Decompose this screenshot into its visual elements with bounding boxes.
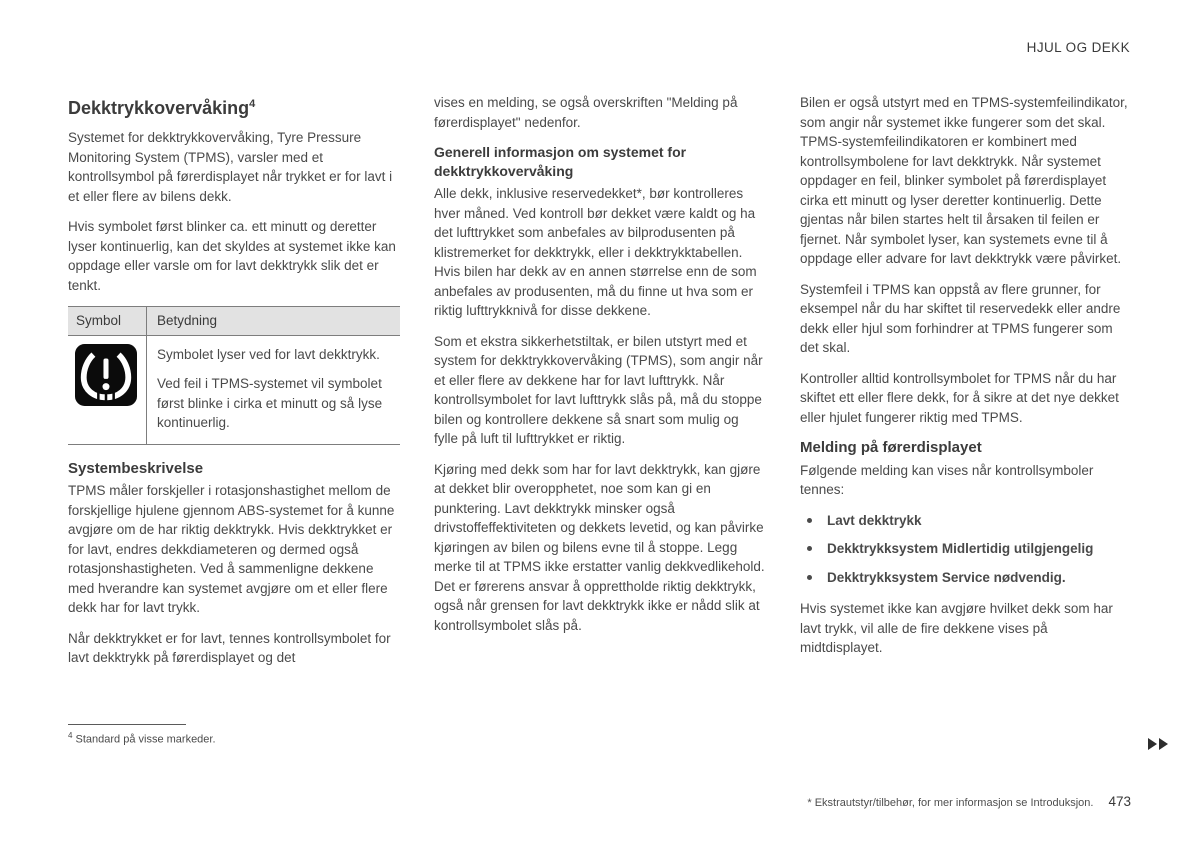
paragraph: Kjøring med dekk som har for lavt dekktrykk, kan gjøre at dekket blir overopphetet, noe som kan gi en punktering. Lavt dekktrykk minsker også drivstoffeffektiviteten og dekkets levetid, og kan påvirke kjøringen av bilen og bilens evne til å stoppe. Legg merke til at TPMS ikke erstatter vanlig dekkvedlikehold. Det er førerens ansvar å opprettholde riktig dekktrykk, også når grensen for lavt dekktrykk ikke er nådd slik at kontrollsymbolet slås på. bbox=[434, 461, 765, 633]
column-3 bbox=[800, 93, 1132, 679]
paragraph: Følgende melding kan vises når kontrollsymboler tennes: bbox=[800, 462, 1094, 497]
subsection-title: Melding på førerdisplayet bbox=[800, 439, 982, 456]
section-title bbox=[68, 93, 400, 119]
paragraph: Systemfeil i TPMS kan oppstå av flere grunner, for eksempel når du har skiftet til reservedekk eller andre dekk eller hjul som forhindrer at TPMS fungerer som det skal. bbox=[800, 281, 1121, 355]
paragraph: Som et ekstra sikkerhetstiltak, er bilen utstyrt med et system for dekktrykkovervåking (TPMS), som angir når et eller flere av dekkene har for lavt lufttrykk. Når kontrollsymbolet for lavt lufttrykk slås på, må du stoppe bilen og kontrollere dekkene så snart som mulig og fylle på luft til lufttrykket er riktig. bbox=[434, 333, 763, 446]
paragraph: Alle dekk, inklusive reservedekket*, bør kontrolleres hver måned. Ved kontroll bør dekket være kaldt og ha det lufttrykket som anbefales av bilprodusenten på klistremerket for dekktrykk, eller i dekktrykktabellen. Hvis bilen har dekk av en annen størrelse enn de som anbefales av produsenten, må du finne ut hva som er riktig lufttrykknivå for disse dekkene. bbox=[434, 186, 757, 318]
right-triangle-icon bbox=[1148, 738, 1157, 750]
page-continues-icon bbox=[1148, 738, 1168, 750]
footnote-text bbox=[68, 731, 216, 746]
list-item: Lavt dekktrykk bbox=[800, 511, 1132, 531]
page-header: HJUL OG DEKK bbox=[1026, 40, 1130, 55]
subsection-title: Systembeskrivelse bbox=[68, 459, 204, 477]
paragraph: Symbolet lyser ved for lavt dekktrykk. bbox=[157, 346, 380, 362]
symbol-column-header: Symbol bbox=[76, 313, 122, 328]
footnote-reference: 4 bbox=[249, 98, 256, 110]
list-item: Dekktrykksystem Service nødvendig. bbox=[800, 568, 1132, 588]
paragraph: Bilen er også utstyrt med en TPMS-systemfeilindikator, som angir når systemet ikke fungerer som det skal. TPMS-systemfeilindikatoren er kombinert med kontrollsymbolene for lavt dekktrykk. Når systemet oppdager en feil, blinker symbolet på førerdisplayet cirka ett minutt og lyser deretter kontinuerlig. Dette gjentas når bilen startes helt til årsaken til feilen er fjernet. Når symbolet lyser, kan systemets evne til å oppdage eller advare for lavt dekktrykk være påvirket. bbox=[800, 95, 1128, 266]
column-1 bbox=[68, 93, 400, 679]
paragraph: Systemet for dekktrykkovervåking, Tyre Pressure Monitoring System (TPMS), varsler med et kontrollsymbol på førerdisplayet når trykket er for lavt i et eller flere av bilens dekk. bbox=[68, 130, 393, 204]
symbol-table-body-row bbox=[68, 336, 400, 444]
paragraph: Kontroller alltid kontrollsymbolet for TPMS når du har skiftet ett eller flere dekk, for å sikre at det nye dekket eller hjulet fungerer riktig med TPMS. bbox=[800, 370, 1119, 425]
section-title-text: Dekktrykkovervåking bbox=[68, 98, 250, 118]
symbol-table-header-row bbox=[68, 307, 400, 336]
subsection-title: Generell informasjon om systemet for dekktrykkovervåking bbox=[434, 144, 687, 179]
paragraph: Når dekktrykket er for lavt, tennes kontrollsymbolet for lavt dekktrykk på førerdisplayet og det bbox=[68, 630, 391, 665]
symbol-table bbox=[68, 306, 400, 445]
paragraph: Ved feil i TPMS-systemet vil symbolet først blinke i cirka et minutt og så lyse kontinuerlig. bbox=[157, 376, 383, 430]
message-list bbox=[800, 511, 1132, 588]
column-2 bbox=[434, 93, 766, 679]
page-footnote bbox=[68, 724, 216, 746]
tpms-warning-icon bbox=[75, 344, 137, 406]
content-columns bbox=[68, 93, 1132, 679]
meaning-column-header: Betydning bbox=[146, 307, 400, 335]
footnote-marker: 4 bbox=[68, 731, 73, 740]
page-number: 473 bbox=[1108, 794, 1131, 809]
paragraph: vises en melding, se også overskriften "Melding på førerdisplayet" nedenfor. bbox=[434, 95, 738, 130]
symbol-cell bbox=[68, 336, 146, 444]
paragraph: Hvis systemet ikke kan avgjøre hvilket dekk som har lavt trykk, vil alle de fire dekkene vises på midtdisplayet. bbox=[800, 601, 1113, 655]
asterisk-note: * Ekstrautstyr/tilbehør, for mer informasjon se Introduksjon. bbox=[807, 797, 1094, 809]
paragraph: Hvis symbolet først blinker ca. ett minutt og deretter lyser kontinuerlig, kan det skyldes at systemet ikke kan oppdage eller varsle om for lavt dekktrykk slik det er tenkt. bbox=[68, 219, 396, 293]
paragraph: TPMS måler forskjeller i rotasjonshastighet mellom de forskjellige hjulene gjennom ABS-systemet for å kunne avgjøre om de har riktig dekktrykk. Hvis dekktrykket er for lavt, endres dekkdiameteren og dermed også rotasjonshastigheten. Ved å sammenligne dekkene med hverandre kan systemet avgjøre om et eller flere dekk har for lavt trykk. bbox=[68, 483, 395, 615]
page-footer bbox=[807, 794, 1131, 809]
footnote-divider bbox=[68, 724, 186, 725]
right-triangle-icon bbox=[1159, 738, 1168, 750]
list-item: Dekktrykksystem Midlertidig utilgjengelig bbox=[800, 539, 1132, 559]
meaning-cell bbox=[146, 336, 400, 444]
footnote-text-body: Standard på visse markeder. bbox=[75, 733, 216, 746]
